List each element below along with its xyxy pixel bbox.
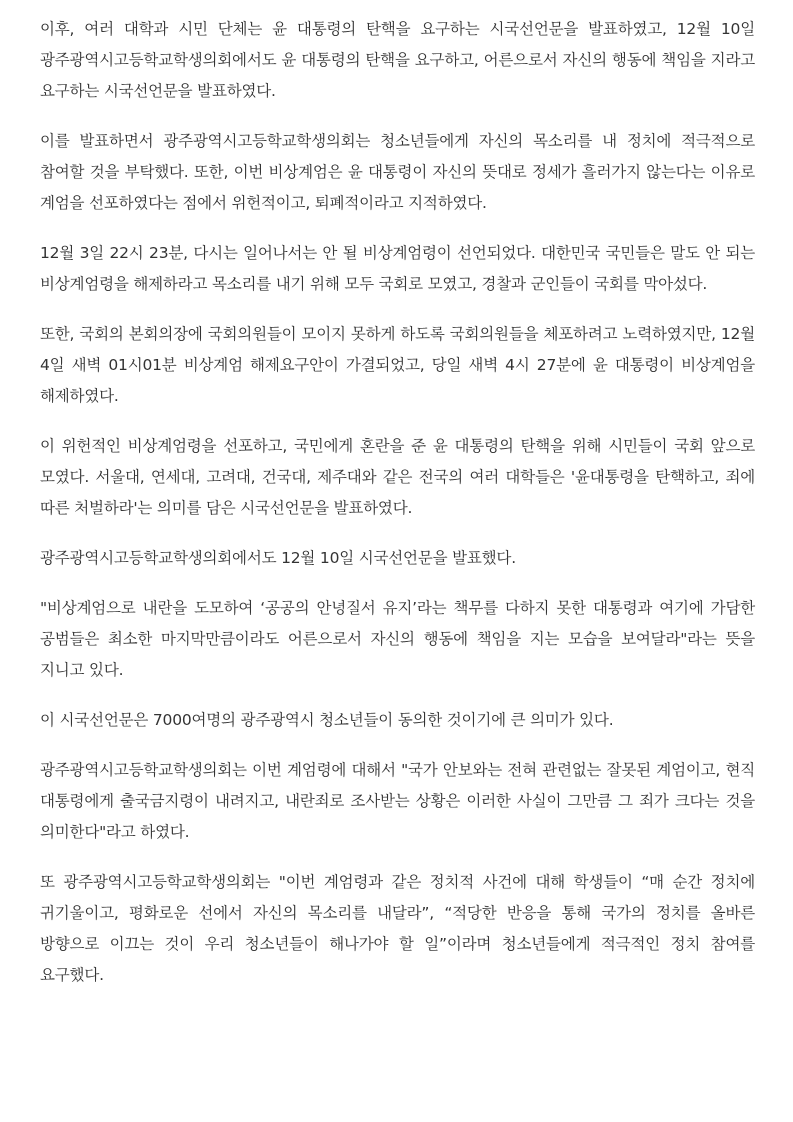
article-paragraph: 12월 3일 22시 23분, 다시는 일어나서는 안 될 비상계엄령이 선언되었다. 대한민국 국민들은 말도 안 되는 비상계엄령을 해제하라고 목소리를 내기 위해 모두 국회로 모였고, 경찰과 군인들이 국회를 막아섰다. xyxy=(40,244,755,293)
article-body xyxy=(40,14,755,1010)
article-paragraph: 이 시국선언문은 7000여명의 광주광역시 청소년들이 동의한 것이기에 큰 의미가 있다. xyxy=(40,711,614,729)
article-paragraph: 이후, 여러 대학과 시민 단체는 윤 대통령의 탄핵을 요구하는 시국선언문을 발표하였고, 12월 10일 광주광역시고등학교학생의회에서도 윤 대통령의 탄핵을 요구하고, 어른으로서 자신의 행동에 책임을 지라고 요구하는 시국선언문을 발표하였다. xyxy=(40,20,755,100)
article-paragraph: 광주광역시고등학교학생의회에서도 12월 10일 시국선언문을 발표했다. xyxy=(40,549,516,567)
article-paragraph: 광주광역시고등학교학생의회는 이번 계엄령에 대해서 "국가 안보와는 전혀 관련없는 잘못된 계엄이고, 현직 대통령에게 출국금지령이 내려지고, 내란죄로 조사받는 상황은 이러한 사실이 그만큼 그 죄가 크다는 것을 의미한다"라고 하였다. xyxy=(40,761,755,841)
article-paragraph: 또한, 국회의 본회의장에 국회의원들이 모이지 못하게 하도록 국회의원들을 체포하려고 노력하였지만, 12월 4일 새벽 01시01분 비상계엄 해제요구안이 가결되었고, 당일 새벽 4시 27분에 윤 대통령이 비상계엄을 해제하였다. xyxy=(40,325,755,405)
article-paragraph: 또 광주광역시고등학교학생의회는 "이번 계엄령과 같은 정치적 사건에 대해 학생들이 “매 순간 정치에 귀기울이고, 평화로운 선에서 자신의 목소리를 내달라”, “적당한 반응을 통해 국가의 정치를 올바른 방향으로 이끄는 것이 우리 청소년들이 해나가야 할 일”이라며 청소년들에게 적극적인 정치 참여를 요구했다. xyxy=(40,873,755,984)
article-paragraph: 이 위헌적인 비상계엄령을 선포하고, 국민에게 혼란을 준 윤 대통령의 탄핵을 위해 시민들이 국회 앞으로 모였다. 서울대, 연세대, 고려대, 건국대, 제주대와 같은 전국의 여러 대학들은 '윤대통령을 탄핵하고, 죄에 따른 처벌하라'는 의미를 담은 시국선언문을 발표하였다. xyxy=(40,437,755,517)
article-paragraph: "비상계엄으로 내란을 도모하여 ‘공공의 안녕질서 유지’라는 책무를 다하지 못한 대통령과 여기에 가담한 공범들은 최소한 마지막만큼이라도 어른으로서 자신의 행동에 책임을 지는 모습을 보여달라"라는 뜻을 지니고 있다. xyxy=(40,599,755,679)
article-paragraph: 이를 발표하면서 광주광역시고등학교학생의회는 청소년들에게 자신의 목소리를 내 정치에 적극적으로 참여할 것을 부탁했다. 또한, 이번 비상계엄은 윤 대통령이 자신의 뜻대로 정세가 흘러가지 않는다는 이유로 계엄을 선포하였다는 점에서 위헌적이고, 퇴폐적이라고 지적하였다. xyxy=(40,132,755,212)
